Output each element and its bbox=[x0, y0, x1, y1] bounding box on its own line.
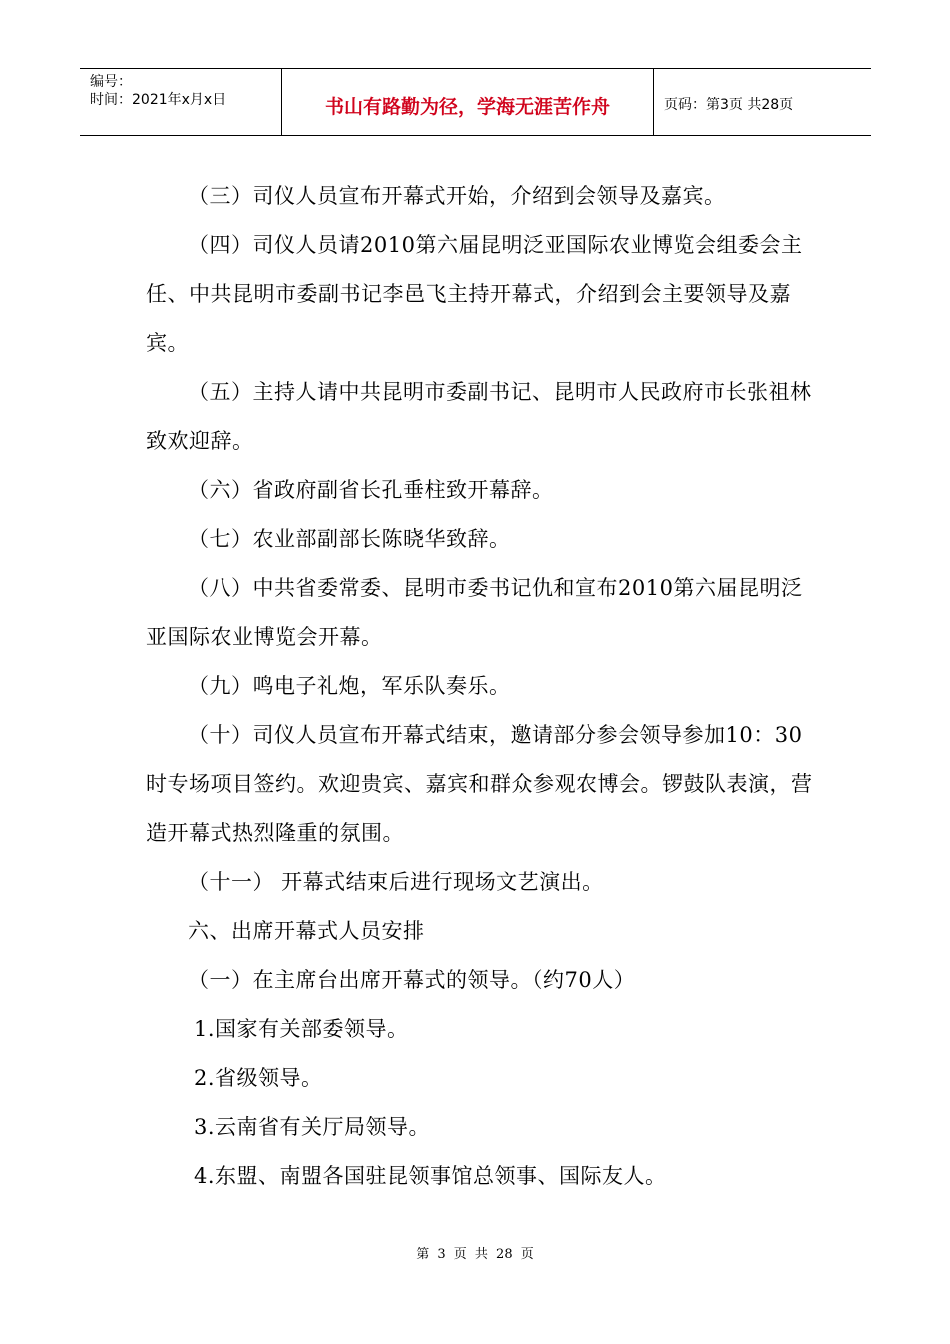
paragraph: （四）司仪人员请2010第六届昆明泛亚国际农业博览会组委会主任、中共昆明市委副书记李邑飞主持开幕式，介绍到会主要领导及嘉宾。 bbox=[146, 233, 803, 355]
document-header bbox=[80, 68, 871, 136]
paragraph: （十一） 开幕式结束后进行现场文艺演出。 bbox=[188, 870, 604, 894]
list-item: 4.东盟、南盟各国驻昆领事馆总领事、国际友人。 bbox=[194, 1164, 667, 1188]
list-item: 2.省级领导。 bbox=[194, 1066, 323, 1090]
paragraph: （五）主持人请中共昆明市委副书记、昆明市人民政府市长张祖林致欢迎辞。 bbox=[146, 380, 812, 453]
document-body bbox=[146, 172, 816, 1201]
paragraph: （九）鸣电子礼炮，军乐队奏乐。 bbox=[188, 674, 511, 698]
section-heading: 六、出席开幕式人员安排 bbox=[188, 919, 425, 943]
page-footer: 第 3 页 共 28 页 bbox=[416, 1247, 534, 1262]
paragraph: （三）司仪人员宣布开幕式开始，介绍到会领导及嘉宾。 bbox=[188, 184, 726, 208]
header-motto: 书山有路勤为径，学海无涯苦作舟 bbox=[282, 69, 654, 135]
list-item: 3.云南省有关厅局领导。 bbox=[194, 1115, 431, 1139]
header-page-info: 页码：第3页 共28页 bbox=[664, 97, 794, 113]
paragraph: （十）司仪人员宣布开幕式结束，邀请部分参会领导参加10：30时专场项目签约。欢迎贵宾、嘉宾和群众参观农博会。锣鼓队表演，营造开幕式热烈隆重的氛围。 bbox=[146, 723, 813, 845]
paragraph: （七）农业部副部长陈晓华致辞。 bbox=[188, 527, 511, 551]
document-date: 时间：2021年x月x日 bbox=[90, 92, 227, 108]
header-meta bbox=[80, 69, 282, 135]
paragraph: （六）省政府副省长孔垂柱致开幕辞。 bbox=[188, 478, 554, 502]
paragraph: （一）在主席台出席开幕式的领导。（约70人） bbox=[188, 968, 636, 992]
document-number-label: 编号： bbox=[90, 74, 132, 90]
list-item: 1.国家有关部委领导。 bbox=[194, 1017, 409, 1041]
paragraph: （八）中共省委常委、昆明市委书记仇和宣布2010第六届昆明泛亚国际农业博览会开幕。 bbox=[146, 576, 803, 649]
